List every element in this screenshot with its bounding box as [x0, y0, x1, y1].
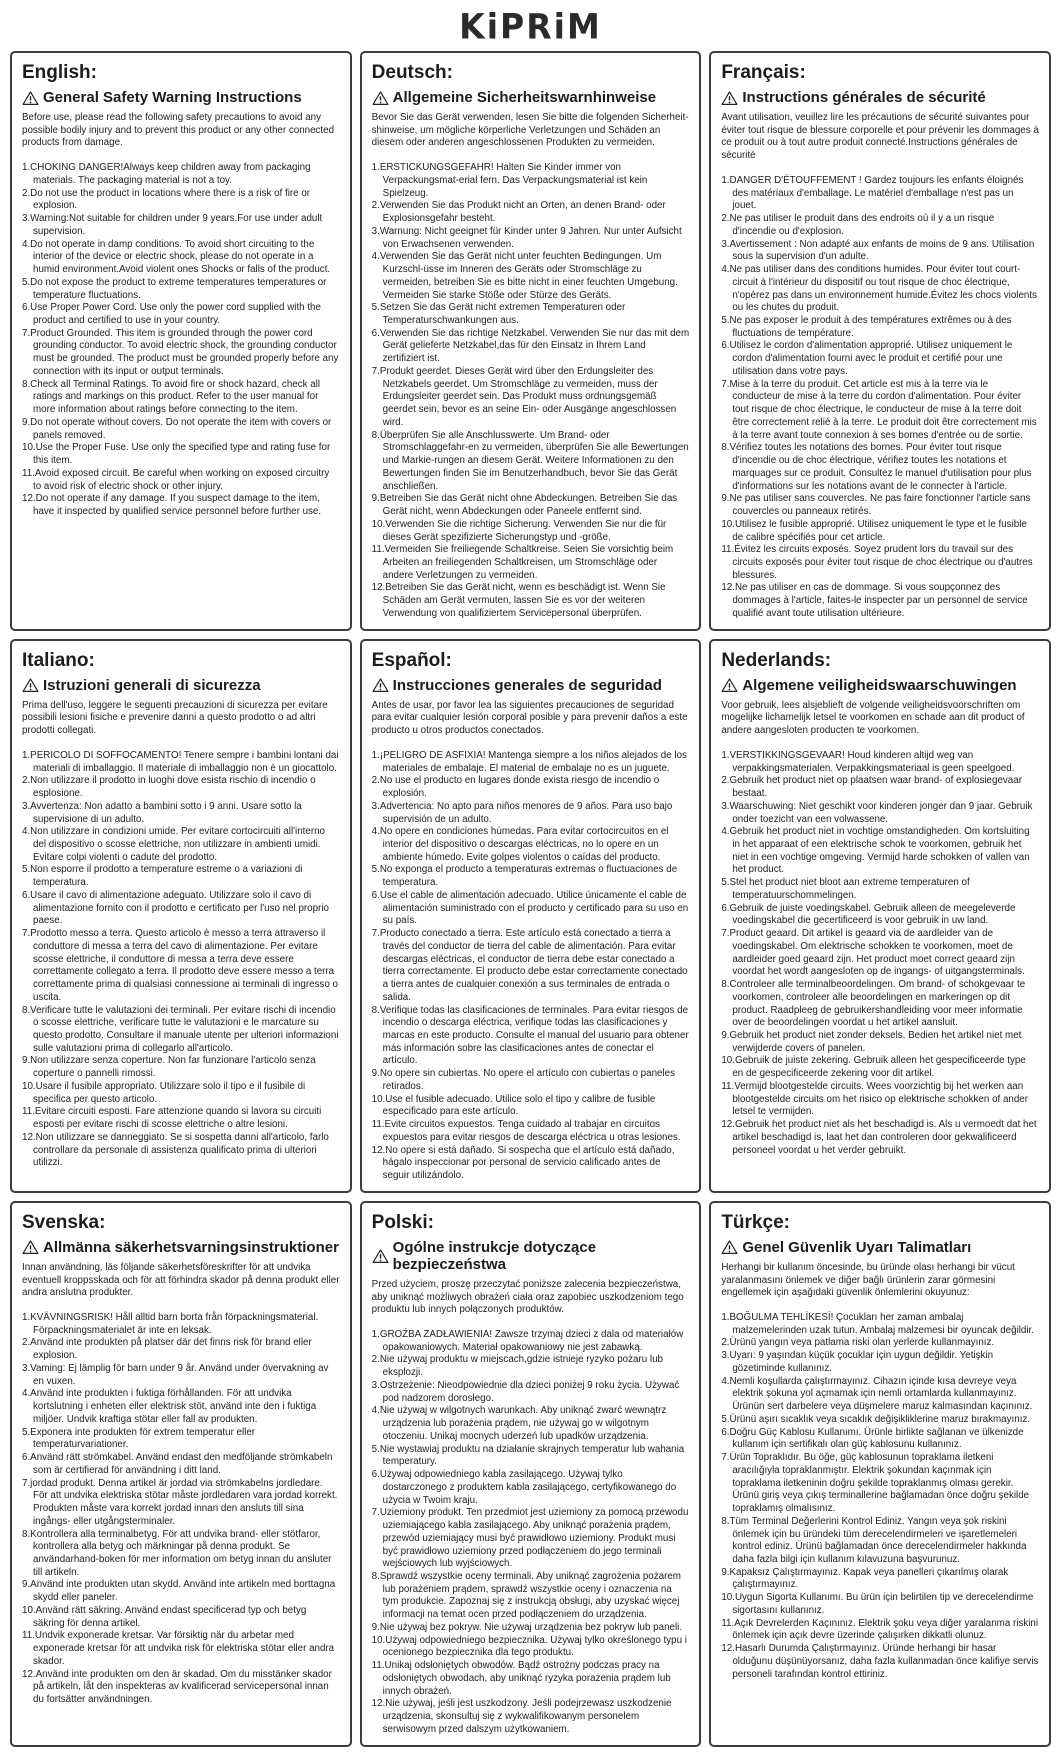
- instruction-item: 3.Waarschuwing: Niet geschikt voor kinderen jonger dan 9 jaar. Gebruik onder toezicht van een volwassene.: [721, 800, 1033, 825]
- instruction-item: 4.Nemli koşullarda çalıştırmayınız. Cihazın içinde kısa devreye veya elektrik şokuna yol açmamak için nemli ortamlarda kullanmayınız. Ürünün sert darbelere veya düşmelere maruz kalmasından kaçınınız.: [721, 1375, 1033, 1413]
- instruction-item: 4.Nie używaj w wilgotnych warunkach. Aby uniknąć zwarć wewnątrz urządzenia lub porażenia prądem, nie używaj go w wilgotnym otoczeniu. Unikaj mocnych uderzeń lub upadków urządzenia.: [371, 1405, 667, 1442]
- instruction-item: 7.Produkt geerdet. Dieses Gerät wird über den Erdungsleiter des Netzkabels geerdet. Um Stromschläge zu vermeiden, muss der Erdungsleiter geerdet sein. Das Produkt muss ordnungsgemäß geerdet sein, bevor es an seine Ein- oder Ausgänge angeschlossen wird.: [371, 365, 677, 428]
- language-heading: Español:: [371, 649, 452, 671]
- panel-intro: Voor gebruik, lees alsjeblieft de volgende veiligheidsvoorschriften om mogelijke lichamelijk letsel te voorkomen en schade aan dit product of andere aangesloten producten te voorkomen.: [721, 699, 1025, 737]
- instruction-item: 5.Exponera inte produkten för extrem temperatur eller temperaturvariationer.: [22, 1426, 256, 1451]
- instruction-list: [22, 750, 340, 1170]
- instruction-item: 1.PERICOLO DI SOFFOCAMENTO! Tenere sempre i bambini lontani dai materiali di imballaggio. Il materiale di imballaggio non è un giocattolo.: [22, 749, 339, 774]
- warning-triangle-icon: [372, 90, 389, 106]
- warning-triangle-icon: [372, 1248, 389, 1264]
- instruction-item: 10.Use el fusible adecuado. Utilice solo el tipo y calibre de fusible especificado para este artículo.: [371, 1093, 656, 1118]
- instruction-item: 11.Vermijd blootgestelde circuits. Wees voorzichtig bij het werken aan blootgestelde circuits om het risico op elektrische schokken of ander letsel te vermijden.: [721, 1080, 1029, 1118]
- panel-intro: Herhangi bir kullanım öncesinde, bu üründe olası herhangi bir vücut yaralanmasını önlemek ve diğer bağlı ürünlerin zarar görmesini engellemek için aşağıdaki güvenlik önlemlerini okuyunuz:: [721, 1261, 1015, 1299]
- instruction-item: 8.Überprüfen Sie alle Anschlusswerte. Um Brand- oder Stromschlaggefahr-en zu vermeiden, überprüfen Sie alle Bewertungen und Markie-rungen an diesem Gerät. Weitere Informationen zu den Bewertungen finden Sie im Benutzerhandbuch, bevor Sie das Gerät anschließen.: [371, 429, 689, 492]
- instruction-item: 10.Używaj odpowiedniego bezpiecznika. Używaj tylko określonego typu i ocenionego bezpiecznika dla tego produktu.: [371, 1634, 687, 1659]
- instruction-item: 9.Betreiben Sie das Gerät nicht ohne Abdeckungen. Betreiben Sie das Gerät nicht, wenn Abdeckungen oder Paneele entfernt sind.: [371, 493, 678, 518]
- instruction-item: 9.Do not operate without covers. Do not operate the item with covers or panels removed.: [22, 416, 332, 441]
- panel-title: Allgemeine Sicherheitswarnhinweise: [392, 89, 657, 106]
- instruction-item: 2.Använd inte produkten på platser där det finns risk för brand eller explosion.: [22, 1337, 312, 1362]
- panel-intro: Antes de usar, por favor lea las siguientes precauciones de seguridad para evitar cualquier lesión corporal posible y para prevenir daños a este producto u otros productos conectados.: [371, 699, 688, 737]
- instruction-item: 10.Use the Proper Fuse. Use only the specified type and rating fuse for this item.: [22, 442, 331, 467]
- instruction-item: 12.Non utilizzare se danneggiato. Se si sospetta danni all'articolo, farlo controllare da personale di assistenza qualificato prima di ulteriori utilizzi.: [22, 1131, 329, 1169]
- instruction-item: 12.No opere si está dañado. Si sospecha que el artículo está dañado, hágalo inspeccionar por personal de servicio calificado antes de seguir utilizándolo.: [371, 1144, 675, 1182]
- instruction-item: 6.Używaj odpowiedniego kabla zasilającego. Używaj tylko dostarczonego z produktem kabla zasilającego, certyfikowanego do użycia w Twoim kraju.: [371, 1469, 677, 1506]
- instruction-item: 11.Unikaj odsłoniętych obwodów. Bądź ostrożny podczas pracy na odsłoniętych obwodach, aby uniknąć ryzyka porażenia prądem lub innych obrażeń.: [371, 1660, 671, 1697]
- language-heading: Deutsch:: [371, 62, 453, 83]
- instruction-item: 4.Ne pas utiliser dans des conditions humides. Pour éviter tout court-circuit à l'intérieur du dispositif ou tout risque de choc électrique, n'opérez pas dans un environnement humide.Évitez les chocs violents ou les chutes du produit.: [721, 264, 1037, 314]
- instruction-list: [22, 162, 340, 519]
- language-panel-deutsch: [360, 51, 702, 631]
- warning-triangle-icon: [22, 90, 39, 106]
- language-panel-espanol: [360, 639, 702, 1193]
- instruction-list: [721, 175, 1039, 621]
- panel-title: Allmänna säkerhetsvarningsinstruktioner: [43, 1238, 339, 1256]
- instruction-item: 10.Uygun Sigorta Kullanımı. Bu ürün için belirtilen tip ve derecelendirme sigortasını kullanınız.: [721, 1592, 1034, 1616]
- language-heading: Svenska:: [22, 1211, 106, 1233]
- instruction-item: 6.Doğru Güç Kablosu Kullanımı. Ürünle birlikte sağlanan ve ülkenizde kullanım için sertifikalı olan güç kablosunu kullanınız.: [721, 1426, 1024, 1451]
- instruction-item: 9.Ne pas utiliser sans couvercles. Ne pas faire fonctionner l'article sans couvercles ou panneaux retirés.: [721, 493, 1031, 518]
- instruction-item: 4.Verwenden Sie das Gerät nicht unter feuchten Bedingungen. Um Kurzschl-üsse im Inneren des Geräts oder Stromschläge zu vermeiden, betreiben Sie es bitte nicht in einer feuchten Umgebung. Vermeiden Sie starke Stöße oder Stürze des Geräts.: [371, 251, 678, 301]
- panel-intro: Prima dell'uso, leggere le seguenti precauzioni di sicurezza per evitare possibili lesioni fisiche e prevenire danni a questo prodotto o ad altri prodotti collegati.: [22, 699, 328, 737]
- panel-title-row: [372, 89, 690, 106]
- instruction-item: 5.Stel het product niet bloot aan extreme temperaturen of temperatuurschommelingen.: [721, 877, 970, 901]
- language-heading: Türkçe:: [721, 1211, 790, 1233]
- panel-title-row: [721, 677, 1039, 694]
- panel-title: Ogólne instrukcje dotyczące bezpieczeństwa: [392, 1238, 597, 1273]
- instruction-item: 12.Hasarlı Durumda Çalıştırmayınız. Üründe herhangi bir hasar olduğunu düşünüyorsanız, daha fazla kullanmadan önce kalifiye servis personeli tarafından kontrol ettiriniz.: [721, 1643, 1039, 1680]
- instruction-item: 7.Mise à la terre du produit. Cet article est mis à la terre via le conducteur de mise à la terre du cordon d'alimentation. Pour éviter tout risque de choc électrique, le conducteur de mise à la terre doit être correctement relié à la terre. Le produit doit être correctement mis à la terre avant toute connexion à ses bornes d'entrée ou de sortie.: [721, 378, 1037, 441]
- language-panel-italiano: [10, 639, 352, 1193]
- instruction-item: 8.Kontrollera alla terminalbetyg. För att undvika brand- eller stötfaror, kontrollera alla betyg och märkningar på denna produkt. Se användarhand-boken för mer information om betyg innan du ansluter till artikeln.: [22, 1528, 332, 1578]
- instruction-item: 3.Warning:Not suitable for children under 9 years.For use under adult supervision.: [22, 213, 323, 237]
- brand-logo: KiPRiM: [459, 6, 602, 47]
- instruction-item: 7.Prodotto messo a terra. Questo articolo è messo a terra attraverso il conduttore di messa a terra del cavo di alimentazione. Per evitare scosse elettriche, il conduttore di messa a terra deve essere correttamente collegato a terra. Il prodotto deve essere messo a terra correttamente prima di qualsiasi connessione ai terminali di ingresso o uscita.: [22, 928, 338, 1003]
- panel-title: Instrucciones generales de seguridad: [392, 676, 662, 694]
- warning-triangle-icon: [22, 677, 39, 693]
- instruction-item: 6.Verwenden Sie das richtige Netzkabel. Verwenden Sie nur das mit dem Gerät gelieferte Netzkabel,das für den Einsatz in Ihrem Land zertifiziert ist.: [371, 327, 690, 365]
- instruction-item: 1.CHOKING DANGER!Always keep children away from packaging materials. The packaging material is not a toy.: [22, 162, 311, 186]
- instruction-item: 11.Avoid exposed circuit. Be careful when working on exposed circuitry to avoid risk of electric shock or other injury.: [22, 467, 330, 492]
- instruction-item: 1.ERSTICKUNGSGEFAHR! Halten Sie Kinder immer von Verpackungsmat-erial fern. Das Verpackungsmaterial ist kein Spielzeug.: [371, 162, 648, 199]
- instruction-item: 8.Verifique todas las clasificaciones de terminales. Para evitar riesgos de incendio o descarga eléctrica, verifique todas las clasificaciones y marcas en este producto. Consulte el manual del usuario para obtener más información sobre las clasificaciones antes de conectar el artículo.: [371, 1004, 689, 1067]
- instruction-item: 9.Använd inte produkten utan skydd. Använd inte artikeln med borttagna skydd eller paneler.: [22, 1579, 336, 1604]
- language-heading: English:: [22, 62, 97, 83]
- instruction-item: 11.Açık Devrelerden Kaçınınız. Elektrik şoku veya diğer yaralanma riskini önlemek için açık devre üzerinde çalışırken dikkatli olunuz.: [721, 1617, 1039, 1642]
- instruction-item: 3.Vaming: Ej lämplig för barn under 9 år. Använd under övervakning av en vuxen.: [22, 1362, 329, 1387]
- instruction-item: 12.Nie używaj, jeśli jest uszkodzony. Jeśli podejrzewasz uszkodzenie urządzenia, skonsultuj się z wykwalifikowanym personelem serwisowym przed dalszym użytkowaniem.: [371, 1698, 672, 1735]
- instruction-item: 2.Ürünü yangın veya patlama riski olan yerlerde kullanmayınız.: [721, 1337, 995, 1349]
- instruction-item: 6.Använd rätt strömkabel. Använd endast den medföljande strömkabeln som är certifierad för användning i ditt land.: [22, 1452, 333, 1476]
- panel-title-row: [22, 1239, 340, 1256]
- instruction-list: [721, 750, 1039, 1158]
- instruction-item: 5.Ürünü aşırı sıcaklık veya sıcaklık değişikliklerine maruz bırakmayınız.: [721, 1413, 1031, 1425]
- instruction-item: 2.Nie używaj produktu w miejscach,gdzie istnieje ryzyko pożaru lub eksplozji.: [371, 1354, 663, 1379]
- warning-triangle-icon: [721, 1239, 738, 1255]
- instruction-list: [372, 1329, 690, 1737]
- panel-intro: Avant utilisation, veuillez lire les précautions de sécurité suivantes pour éviter tout risque de blessure corporelle et pour prévenir les dommages à ce produit ou à tout autre produit connecté.Instructions générales de sécurité: [721, 112, 1039, 162]
- instruction-item: 2.Do not use the product in locations where there is a risk of fire or explosion.: [22, 187, 311, 212]
- instruction-item: 1.VERSTIKKINGSGEVAAR! Houd kinderen altijd weg van verpakkingsmaterialen. Verpakkingsmateriaal is geen speelgoed.: [721, 749, 1015, 774]
- instruction-item: 1.KVÄVNINGSRISK! Håll alltid barn borta från förpackningsmaterial. Förpackningsmaterialet är inte en leksak.: [22, 1312, 319, 1336]
- instruction-item: 10.Använd rätt säkring. Använd endast specificerad typ och betyg säkring för denna artikel.: [22, 1604, 307, 1629]
- instruction-item: 1.¡PELIGRO DE ASFIXIA! Mantenga siempre a los niños alejados de los materiales de embalaje. El material de embalaje no es un juguete.: [371, 749, 687, 774]
- instruction-item: 11.Vermeiden Sie freiliegende Schaltkreise. Seien Sie vorsichtig beim Arbeiten an freiliegenden Schaltkreisen, um Stromschläge oder andere Verletzungen zu vermeiden.: [371, 544, 674, 581]
- language-panel-turkce: [709, 1201, 1051, 1747]
- instruction-item: 1.GROŹBA ZADŁAWIENIA! Zawsze trzymaj dzieci z dala od materiałów opakowaniowych. Materiał opakowaniowy nie jest zabawką.: [371, 1329, 684, 1353]
- instruction-item: 2.Ne pas utiliser le produit dans des endroits où il y a un risque d'incendie ou d'explosion.: [721, 213, 995, 237]
- panel-intro: Przed użyciem, proszę przeczytać poniższe zalecenia bezpieczeństwa, aby uniknąć możliwych obrażeń ciała oraz zapobiec uszkodzeniom tego produktu lub innych połączonych produktów.: [371, 1278, 684, 1316]
- instruction-item: 3.Uyarı: 9 yaşından küçük çocuklar için uygun değildir. Yetişkin gözetiminde kullanınız.: [721, 1350, 994, 1374]
- panel-title: Algemene veiligheidswaarschuwingen: [742, 676, 1017, 694]
- instruction-item: 7.Product geaard. Dit artikel is geaard via de aardleider van de voedingskabel. Om elektrische schokken te voorkomen, moet de aardleider goed geaard zijn. Het product moet correct geaard zijn voordat het wordt aangesloten op de ingangs- of uitgangsterminals.: [721, 928, 1025, 978]
- instruction-list: [22, 1312, 340, 1707]
- instruction-item: 8.Vérifiez toutes les notations des bornes. Pour éviter tout risque d'incendie ou de choc électrique, vérifiez toutes les notations et marquages sur ce produit. Consultez le manuel d'utilisation pour plus d'informations sur les notations avant de le connecter à l'article.: [721, 442, 1032, 492]
- panel-title: Genel Güvenlik Uyarı Talimatları: [742, 1238, 972, 1256]
- instruction-item: 9.Gebruik het product niet zonder deksels. Bedien het artikel niet met verwijderde covers of panelen.: [721, 1030, 1022, 1054]
- instruction-item: 11.Évitez les circuits exposés. Soyez prudent lors du travail sur des circuits exposés pour éviter tout risque de choc électrique ou d'autres blessures.: [721, 544, 1033, 581]
- instruction-item: 9.Non utilizzare senza coperture. Non far funzionare l'articolo senza coperture o pannelli rimossi.: [22, 1055, 316, 1080]
- language-panel-nederlands: [709, 639, 1051, 1193]
- language-panel-english: [10, 51, 352, 631]
- panel-grid: [0, 49, 1061, 1755]
- instruction-item: 11.Undvik exponerade kretsar. Var försiktig när du arbetar med exponerade kretsar för att undvika risk för elektriska stötar eller andra skador.: [22, 1630, 335, 1667]
- instruction-item: 7.Producto conectado a tierra. Este artículo está conectado a tierra a través del conductor de tierra del cable de alimentación. Para evitar descargas eléctricas, el conductor de tierra debe estar conectado a tierra correctamente. El producto debe estar correctamente conectado a tierra antes de cualquier conexión a sus terminales de entrada o salida.: [371, 928, 688, 1003]
- instruction-item: 3.Avvertenza: Non adatto a bambini sotto i 9 anni. Usare sotto la supervisione di un adulto.: [22, 800, 302, 825]
- instruction-item: 1.BOĞULMA TEHLİKESİ! Çocukları her zaman ambalaj malzemelerinden uzak tutun. Ambalaj malzemesi bir oyuncak değildir.: [721, 1312, 1035, 1336]
- instruction-item: 5.Nie wystawiaj produktu na działanie skrajnych temperatur lub wahania temperatury.: [371, 1443, 685, 1468]
- panel-intro: Innan användning, läs följande säkerhetsföreskrifter för att undvika eventuell kroppsskada och för att förhindra skador på denna produkt eller andra anslutna produkter.: [22, 1261, 340, 1299]
- instruction-item: 8.Controleer alle terminalbeoordelingen. Om brand- of schokgevaar te voorkomen, controleer alle beoordelingen en markeringen op dit product. Raadpleeg de gebruikershandleiding voor meer informatie over de beoordelingen voordat u het artikel aansluit.: [721, 979, 1026, 1029]
- instruction-item: 8.Verificare tutte le valutazioni dei terminali. Per evitare rischi di incendio o scosse elettriche, verificare tutte le valutazioni e le marcature su questo prodotto. Consultare il manuale utente per ulteriori informazioni sulle valutazioni prima di collegarlo all'articolo.: [22, 1004, 339, 1054]
- language-heading: Italiano:: [22, 649, 95, 671]
- instruction-item: 10.Verwenden Sie die richtige Sicherung. Verwenden Sie nur die für dieses Gerät spezifizierte Sicherungstyp und -größe.: [371, 518, 667, 543]
- header: [0, 0, 1061, 49]
- warning-triangle-icon: [372, 677, 389, 693]
- instruction-item: 3.Advertencia: No apto para niños menores de 9 años. Para uso bajo supervisión de un adulto.: [371, 800, 673, 825]
- instruction-item: 8.Sprawdź wszystkie oceny terminali. Aby uniknąć zagrożenia pożarem lub porażeniem prądem, sprawdź wszystkie oceny i oznaczenia na tym produkcie. Zapoznaj się z instrukcją obsługi, aby uzyskać więcej informacji na temat ocen przed podłączeniem do urządzenia.: [371, 1570, 681, 1621]
- panel-title: Instructions générales de sécurité: [742, 89, 986, 106]
- instruction-item: 4.Använd inte produkten i fuktiga förhållanden. För att undvika kortslutning i enheten eller elektrisk stöt, använd inte den i fuktiga miljöer. Undvik kraftiga stötar eller fall av produkten.: [22, 1388, 317, 1425]
- instruction-item: 5.Non esporre il prodotto a temperature estreme o a variazioni di temperatura.: [22, 864, 303, 889]
- language-heading: Français:: [721, 62, 806, 83]
- instruction-item: 8.Check all Terminal Ratings. To avoid fire or shock hazard, check all ratings and markings on this product. Refer to the user manual for more information about ratings before connecting to the item.: [22, 378, 321, 416]
- instruction-item: 9.Nie używaj bez pokryw. Nie używaj urządzenia bez pokryw lub paneli.: [371, 1621, 683, 1633]
- language-heading: Polski:: [371, 1211, 434, 1233]
- instruction-item: 10.Utilisez le fusible approprié. Utilisez uniquement le type et le fusible de calibre spécifiés pour cet article.: [721, 518, 1027, 543]
- warning-triangle-icon: [721, 90, 738, 106]
- instruction-item: 3.Warnung: Nicht geeignet für Kinder unter 9 Jahren. Nur unter Aufsicht von Erwachsenen verwenden.: [371, 225, 682, 250]
- instruction-item: 6.Usare il cavo di alimentazione adeguato. Utilizzare solo il cavo di alimentazione fornito con il prodotto e certificato per l'uso nel proprio paese.: [22, 889, 329, 927]
- instruction-item: 12.Gebruik het product niet als het beschadigd is. Als u vermoedt dat het artikel beschadigd is, laat het dan controleren door gekwalificeerd personeel voordat u het verder gebruikt.: [721, 1119, 1037, 1156]
- instruction-item: 10.Usare il fusibile appropriato. Utilizzare solo il tipo e il fusibile di specifica per questo articolo.: [22, 1080, 306, 1105]
- panel-title: Istruzioni generali di sicurezza: [43, 676, 261, 694]
- instruction-item: 7.jordad produkt. Denna artikel är jordad via strömkabelns jordledare. För att undvika elektriska stötar måste jordledaren vara jordad korrekt. Produkten måste vara korrekt jordad innan den ansluts till sina ingångs- eller utgångsterminaler.: [22, 1477, 338, 1527]
- instruction-item: 7.Ürün Topraklıdır. Bu öğe, güç kablosunun topraklama iletkeni aracılığıyla topraklanmıştır. Elektrik şokundan kaçınmak için topraklama iletkeninin doğru şekilde topraklanmış olması gerekir. Ürünü giriş veya çıkış terminallerine bağlamadan önce doğru şekilde topraklamış olmalısınız.: [721, 1452, 1030, 1515]
- instruction-item: 4.No opere en condiciones húmedas. Para evitar cortocircuitos en el interior del dispositivo o descargas eléctricas, no lo opere en un ambiente húmedo. Evite golpes violentos o caídas del producto.: [371, 826, 669, 863]
- panel-intro: Bevor Sie das Gerät verwenden, lesen Sie bitte die folgenden Sicherheit-shinweise, um mögliche körperliche Verletzungen und Schäden an diesem oder anderen angeschlossenen Produkten zu vermeiden.: [371, 112, 689, 149]
- instruction-item: 7.Product Grounded. This item is grounded through the power cord grounding conductor. To avoid electric shock, the grounding conductor must be grounded. The product must be grounded properly before any connection with its input or output terminals.: [22, 327, 339, 377]
- instruction-item: 2.Non utilizzare il prodotto in luoghi dove esista rischio di incendio o esplosione.: [22, 775, 316, 800]
- instruction-item: 5.Setzen Sie das Gerät nicht extremen Temperaturen oder Temperaturschwankungen aus.: [371, 302, 626, 327]
- instruction-item: 9.No opere sin cubiertas. No opere el artículo con cubiertas o paneles retirados.: [371, 1068, 675, 1092]
- instruction-item: 11.Evite circuitos expuestos. Tenga cuidado al trabajar en circuitos expuestos para evitar riesgos de descarga eléctrica u otras lesiones.: [371, 1119, 681, 1143]
- panel-title: General Safety Warning Instructions: [43, 89, 302, 106]
- instruction-item: 12.Betreiben Sie das Gerät nicht, wenn es beschädigt ist. Wenn Sie Schäden am Gerät vermuten, lassen Sie es vor der weiteren Verwendung von qualifiziertem Servicepersonal überprüfen.: [371, 582, 666, 619]
- instruction-item: 11.Evitare circuiti esposti. Fare attenzione quando si lavora su circuiti esposti per evitare rischi di scosse elettriche o altre lesioni.: [22, 1106, 322, 1131]
- instruction-item: 5.Do not expose the product to extreme temperatures temperatures or temperature fluctuations.: [22, 276, 327, 301]
- panel-title-row: [721, 89, 1039, 106]
- instruction-item: 10.Gebruik de juiste zekering. Gebruik alleen het gespecificeerde type en de gespecificeerde zekering voor dit artikel.: [721, 1055, 1026, 1080]
- instruction-item: 7.Uziemiony produkt. Ten przedmiot jest uziemiony za pomocą przewodu uziemiającego kabla zasilającego. Aby uniknąć porażenia prądem, przewód uziemiający musi być prawidłowo uziemiony. Produkt musi być prawidłowo uziemiony przed podłączeniem do jego terminali wejściowych lub wyjściowych.: [371, 1507, 689, 1570]
- instruction-item: 5.Ne pas exposer le produit à des températures extrêmes ou à des fluctuations de température.: [721, 315, 1012, 339]
- language-panel-polski: [360, 1201, 702, 1747]
- instruction-item: 6.Use Proper Power Cord. Use only the power cord supplied with the product and certified to use in your country.: [22, 302, 321, 327]
- instruction-item: 12.Ne pas utiliser en cas de dommage. Si vous soupçonnez des dommages à l'article, faites-le inspecter par un personnel de service qualifié avant toute utilisation ultérieure.: [721, 582, 1028, 619]
- language-panel-svenska: [10, 1201, 352, 1747]
- instruction-item: 4.Do not operate in damp conditions. To avoid short circuiting to the interior of the device or electric shock, please do not operate in a humid environment.Avoid violent ones Shocks or falls of the product.: [22, 238, 331, 276]
- instruction-item: 2.Gebruik het product niet op plaatsen waar brand- of explosiegevaar bestaat.: [721, 775, 1022, 800]
- instruction-item: 8.Tüm Terminal Değerlerini Kontrol Ediniz. Yangın veya şok riskini önlemek için bu üründeki tüm derecelendirmeleri ve işaretlemeleri kontrol ediniz. Ürünü bağlamadan önce derecelendirmeler hakkında daha fazla bilgi için kullanım kılavuzuna başvurunuz.: [721, 1515, 1027, 1565]
- panel-title-row: [372, 1239, 690, 1273]
- instruction-item: 2.No use el producto en lugares donde exista riesgo de incendio o explosión.: [371, 775, 660, 800]
- instruction-item: 6.Utilisez le cordon d'alimentation approprié. Utilisez uniquement le cordon d'alimentation fourni avec le produit et certifié pour une utilisation dans votre pays.: [721, 340, 1013, 377]
- panel-title-row: [721, 1239, 1039, 1256]
- instruction-item: 9.Kapaksız Çalıştırmayınız. Kapak veya panelleri çıkarılmış olarak çalıştırmayınız.: [721, 1566, 1009, 1591]
- instruction-item: 6.Gebruik de juiste voedingskabel. Gebruik alleen de meegeleverde voedingskabel die gecertificeerd is voor gebruik in uw land.: [721, 902, 1016, 927]
- instruction-item: 4.Gebruik het product niet in vochtige omstandigheden. Om kortsluiting in het apparaat of een elektrische schok te voorkomen, gebruik het niet in een vochtige omgeving. Vermijd harde schokken of vallen van het product.: [721, 826, 1030, 876]
- warning-triangle-icon: [721, 677, 738, 693]
- language-heading: Nederlands:: [721, 649, 832, 671]
- instruction-item: 2.Verwenden Sie das Produkt nicht an Orten, an denen Brand- oder Explosionsgefahr besteht.: [371, 200, 666, 225]
- instruction-list: [721, 1312, 1039, 1681]
- instruction-item: 3.Ostrzeżenie: Nieodpowiednie dla dzieci poniżej 9 roku życia. Używać pod nadzorem dorosłego.: [371, 1379, 680, 1404]
- panel-title-row: [22, 89, 340, 106]
- instruction-list: [372, 162, 690, 620]
- instruction-list: [372, 750, 690, 1183]
- instruction-item: 3.Avertissement : Non adapté aux enfants de moins de 9 ans. Utilisation sous la supervision d'un adulte.: [721, 238, 1035, 263]
- language-panel-francais: [709, 51, 1051, 631]
- instruction-item: 12.Använd inte produkten om den är skadad. Om du misstänker skador på artikeln, låt den inspekteras av kvalificerad servicepersonal innan du fortsätter användningen.: [22, 1668, 332, 1706]
- panel-intro: Before use, please read the following safety precautions to avoid any possible bodily injury and to prevent this product or any other connected products from damage.: [22, 112, 335, 149]
- panel-title-row: [372, 677, 690, 694]
- panel-title-row: [22, 677, 340, 694]
- warning-triangle-icon: [22, 1239, 39, 1255]
- instruction-item: 12.Do not operate if any damage. If you suspect damage to the item, have it inspected by qualified service personnel before further use.: [22, 493, 322, 518]
- instruction-item: 6.Use el cable de alimentación adecuado. Utilice únicamente el cable de alimentación suministrado con el producto y certificado para su uso en su país.: [371, 889, 689, 927]
- instruction-item: 5.No exponga el producto a temperaturas extremas o fluctuaciones de temperatura.: [371, 864, 678, 889]
- instruction-item: 4.Non utilizzare in condizioni umide. Per evitare cortocircuiti all'interno del dispositivo o scosse elettriche, non utilizzare in ambienti umidi. Evitare colpi violenti o cadute del prodotto.: [22, 826, 325, 863]
- instruction-item: 1.DANGER D'ÉTOUFFEMENT ! Gardez toujours les enfants éloignés des matériaux d'emballage. Le matériel d'emballage n'est pas un jouet.: [721, 174, 1024, 212]
